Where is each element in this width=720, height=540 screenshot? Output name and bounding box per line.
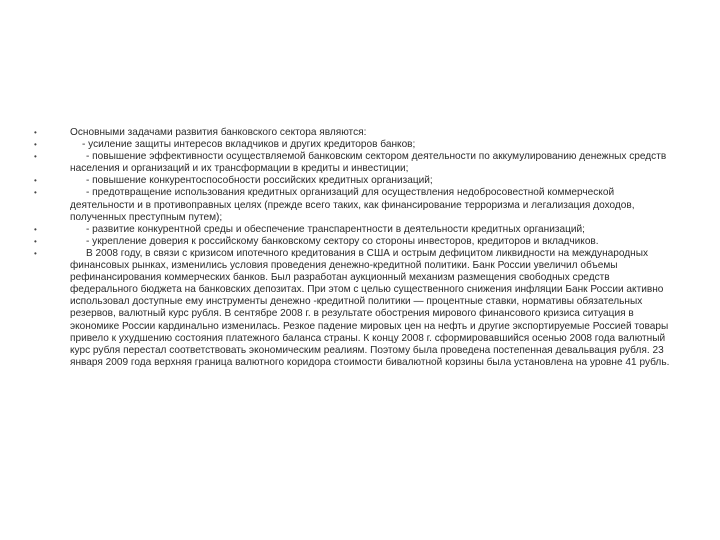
list-item: [34, 139, 674, 151]
list-item-text: - повышение эффективности осуществляемой банковским сектором деятельности по аккумулированию денежных средств населения и организаций и их трансформации в кредиты и инвестиции;: [70, 151, 667, 175]
list-item: [34, 175, 674, 187]
list-item: [34, 151, 674, 175]
bullet-icon: •: [34, 224, 37, 234]
list-item: [34, 248, 674, 369]
list-item: [34, 224, 674, 236]
list-item: [34, 127, 674, 139]
list-item-text: - развитие конкурентной среды и обеспечение транспарентности в деятельности кредитных организаций;: [86, 223, 585, 235]
list-item-text: В 2008 году, в связи с кризисом ипотечного кредитования в США и острым дефицитом ликвидности на международных финансовых рынках, изменились условия проведения денежно-кредитной политики. Банк России увеличил объемы рефинансирования коммерческих банков. Был разработан аукционный механизм размещения свободных средств федерального бюджета на банковских депозитах. При этом с целью существенного снижения инфляции Банк России активно использовал доступные ему инструменты денежно -кредитной политики — процентные ставки, нормативы обязательных резервов, валютный курс рубля. В сентябре 2008 г. в результате обострения мирового финансового кризиса ситуация в экономике России кардинально изменилась. Резкое падение мировых цен на нефть и другие экспортируемые Россией товары привело к ухудшению состояния платежного баланса страны. К концу 2008 г. сформировавшийся осенью 2008 года валютный курс рубля перестал соответствовать экономическим реалиям. Поэтому была проведена постепенная девальвация рубля. 23 января 2009 года верхняя граница валютного коридора стоимости бивалютной корзины была установлена на уровне 41 рубль.: [70, 247, 670, 368]
list-item-text: - усиление защиты интересов вкладчиков и других кредиторов банков;: [82, 139, 416, 151]
bullet-icon: •: [34, 128, 37, 137]
bullet-list: [34, 127, 674, 369]
bullet-icon: •: [34, 236, 37, 246]
bullet-icon: •: [34, 140, 37, 150]
list-item-text: - повышение конкурентоспособности российских кредитных организаций;: [86, 175, 433, 187]
list-item-text: - предотвращение использования кредитных организаций для осуществления недобросовестной коммерческой деятельности и в противоправных целях (прежде всего таких, как финансирование терроризма и легализация доходов, полученных преступным путем);: [70, 187, 635, 223]
bullet-icon: •: [34, 188, 37, 198]
list-item-text: - укрепление доверия к российскому банковскому сектору со стороны инвесторов, кредиторов и вкладчиков.: [86, 235, 599, 247]
list-item: [34, 187, 674, 223]
bullet-icon: •: [34, 248, 37, 258]
list-item: [34, 236, 674, 248]
list-item-text: Основными задачами развития банковского сектора являются:: [70, 127, 367, 138]
bullet-icon: •: [34, 176, 37, 186]
bullet-icon: •: [34, 152, 37, 162]
